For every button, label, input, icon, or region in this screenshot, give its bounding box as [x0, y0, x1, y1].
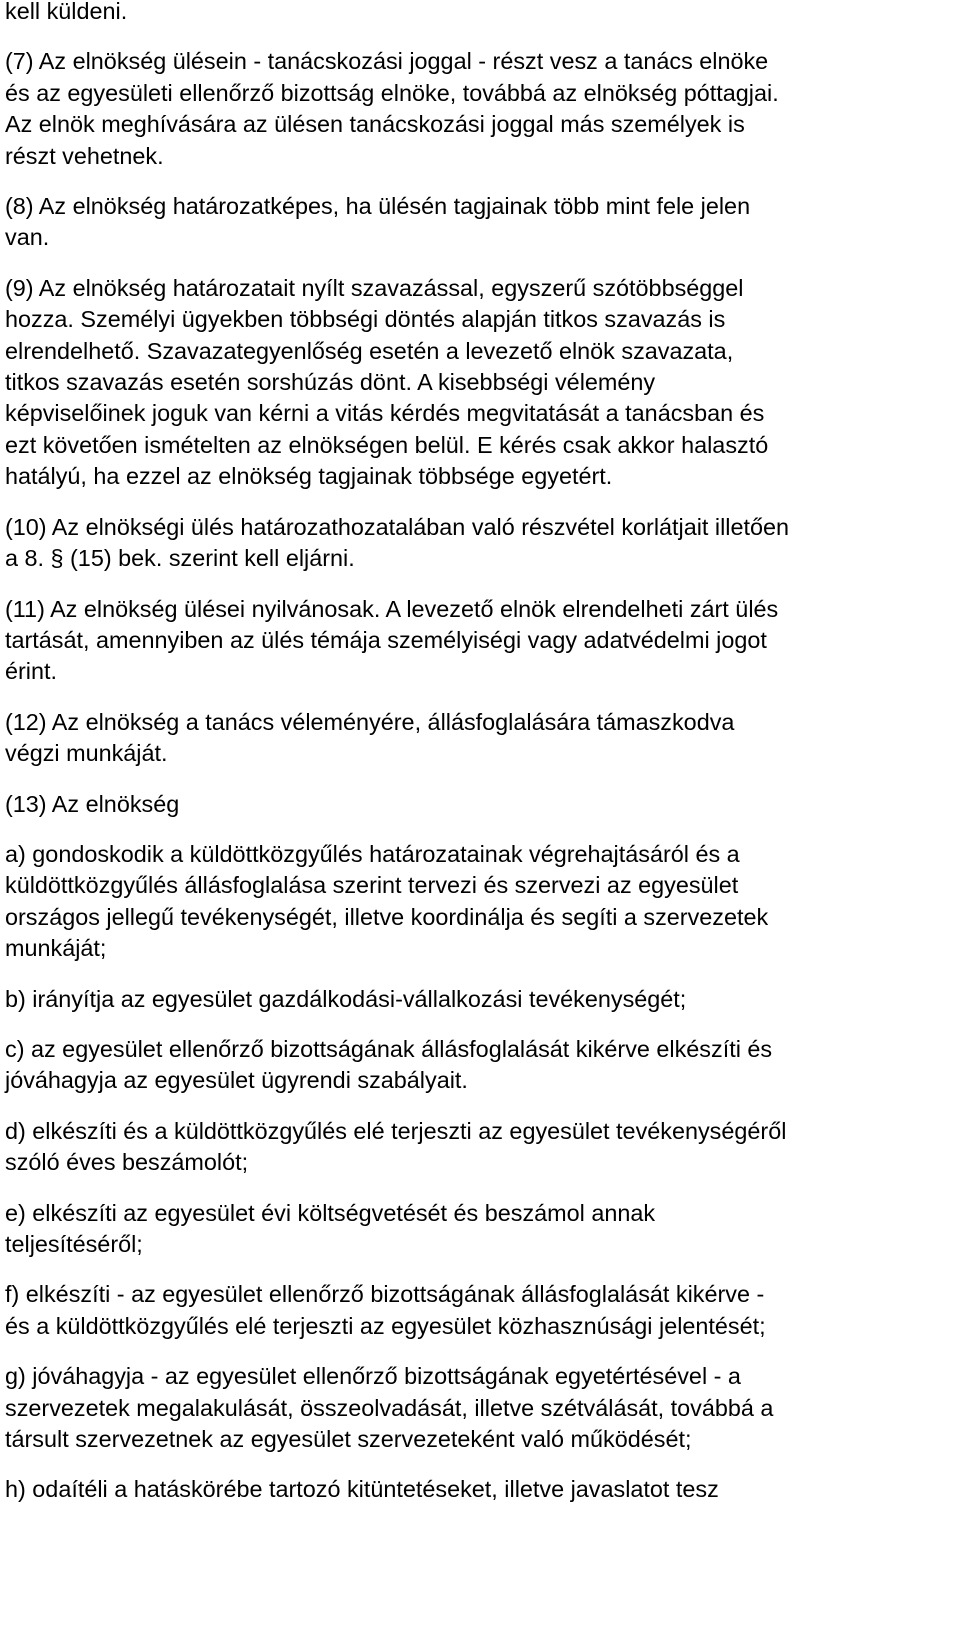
text-line: küldöttközgyűlés állásfoglalása szerint tervezi és szervezi az egyesület [5, 872, 739, 899]
paragraph-p8 [5, 191, 952, 254]
document-body [5, 0, 952, 1506]
text-line: h) odaítéli a hatáskörébe tartozó kitüntetéseket, illetve javaslatot tesz [5, 1476, 719, 1503]
text-line: elrendelhető. Szavazategyenlőség esetén a levezető elnök szavazata, [5, 337, 734, 364]
paragraph-pe [5, 1198, 952, 1261]
text-line: (8) Az elnökség határozatképes, ha ülésén tagjainak több mint fele jelen [5, 193, 751, 220]
paragraph-p9 [5, 273, 952, 493]
text-line: és az egyesületi ellenőrző bizottság elnöke, továbbá az elnökség póttagjai. [5, 79, 779, 106]
text-line: tartását, amennyiben az ülés témája személyiségi vagy adatvédelmi jogot [5, 626, 767, 653]
text-line: teljesítéséről; [5, 1231, 143, 1257]
paragraph-p10 [5, 512, 952, 575]
text-line: c) az egyesület ellenőrző bizottságának állásfoglalását kikérve elkészíti és [5, 1035, 773, 1062]
text-line: (11) Az elnökség ülései nyilvánosak. A levezető elnök elrendelheti zárt ülés [5, 595, 779, 622]
paragraph-p13 [5, 789, 952, 820]
text-line: Az elnök meghívására az ülésen tanácskozási joggal más személyek is [5, 111, 745, 138]
text-line: és a küldöttközgyűlés elé terjeszti az egyesület közhasznúsági jelentését; [5, 1312, 766, 1339]
text-line: képviselőinek joguk van kérni a vitás kérdés megvitatását a tanácsban és [5, 400, 765, 427]
text-line: titkos szavazás esetén sorshúzás dönt. A kisebbségi vélemény [5, 369, 656, 396]
text-line: (7) Az elnökség ülésein - tanácskozási joggal - részt vesz a tanács elnöke [5, 48, 769, 75]
text-line: szervezetek megalakulását, összeolvadását, illetve szétválását, továbbá a [5, 1394, 774, 1421]
text-line: b) irányítja az egyesület gazdálkodási-vállalkozási tevékenységét; [5, 985, 687, 1012]
text-line: e) elkészíti az egyesület évi költségvetését és beszámol annak [5, 1199, 656, 1226]
text-line: hozza. Személyi ügyekben többségi döntés alapján titkos szavazás is [5, 306, 726, 333]
paragraph-pf [5, 1279, 952, 1342]
paragraph-pa [5, 839, 952, 965]
text-line: a 8. § (15) bek. szerint kell eljárni. [5, 545, 355, 572]
text-line: (10) Az elnökségi ülés határozathozatalában való részvétel korlátjait illetően [5, 513, 790, 540]
paragraph-ph [5, 1474, 952, 1505]
text-line: munkáját; [5, 935, 107, 962]
paragraph-pb [5, 984, 952, 1015]
text-line: a) gondoskodik a küldöttközgyűlés határozatainak végrehajtásáról és a [5, 840, 740, 867]
text-line: (9) Az elnökség határozatait nyílt szavazással, egyszerű szótöbbséggel [5, 274, 744, 301]
text-line: országos jellegű tevékenységét, illetve koordinálja és segíti a szervezetek [5, 903, 769, 930]
text-line: végzi munkáját. [5, 740, 168, 767]
text-line: g) jóváhagyja - az egyesület ellenőrző bizottságának egyetértésével - a [5, 1363, 741, 1390]
paragraph-pc [5, 1034, 952, 1097]
paragraph-p7 [5, 46, 952, 172]
text-line: társult szervezetnek az egyesület szervezeteként való működését; [5, 1426, 692, 1453]
text-line: (13) Az elnökség [5, 790, 180, 817]
paragraph-p12 [5, 707, 952, 770]
paragraph-p0 [5, 0, 952, 27]
paragraph-pd [5, 1116, 952, 1179]
text-line: kell küldeni. [5, 0, 128, 24]
paragraph-p11 [5, 594, 952, 688]
text-line: szóló éves beszámolót; [5, 1149, 249, 1176]
text-line: részt vehetnek. [5, 142, 164, 169]
text-line: ezt követően ismételten az elnökségen belül. E kérés csak akkor halasztó [5, 431, 769, 458]
text-line: jóváhagyja az egyesület ügyrendi szabályait. [5, 1067, 468, 1094]
paragraph-pg [5, 1361, 952, 1455]
text-line: d) elkészíti és a küldöttközgyűlés elé terjeszti az egyesület tevékenységéről [5, 1117, 787, 1144]
text-line: (12) Az elnökség a tanács véleményére, állásfoglalására támaszkodva [5, 708, 735, 735]
text-line: van. [5, 224, 50, 251]
text-line: hatályú, ha ezzel az elnökség tagjainak többsége egyetért. [5, 463, 613, 490]
text-line: érint. [5, 658, 58, 685]
text-line: f) elkészíti - az egyesület ellenőrző bizottságának állásfoglalását kikérve - [5, 1281, 765, 1308]
